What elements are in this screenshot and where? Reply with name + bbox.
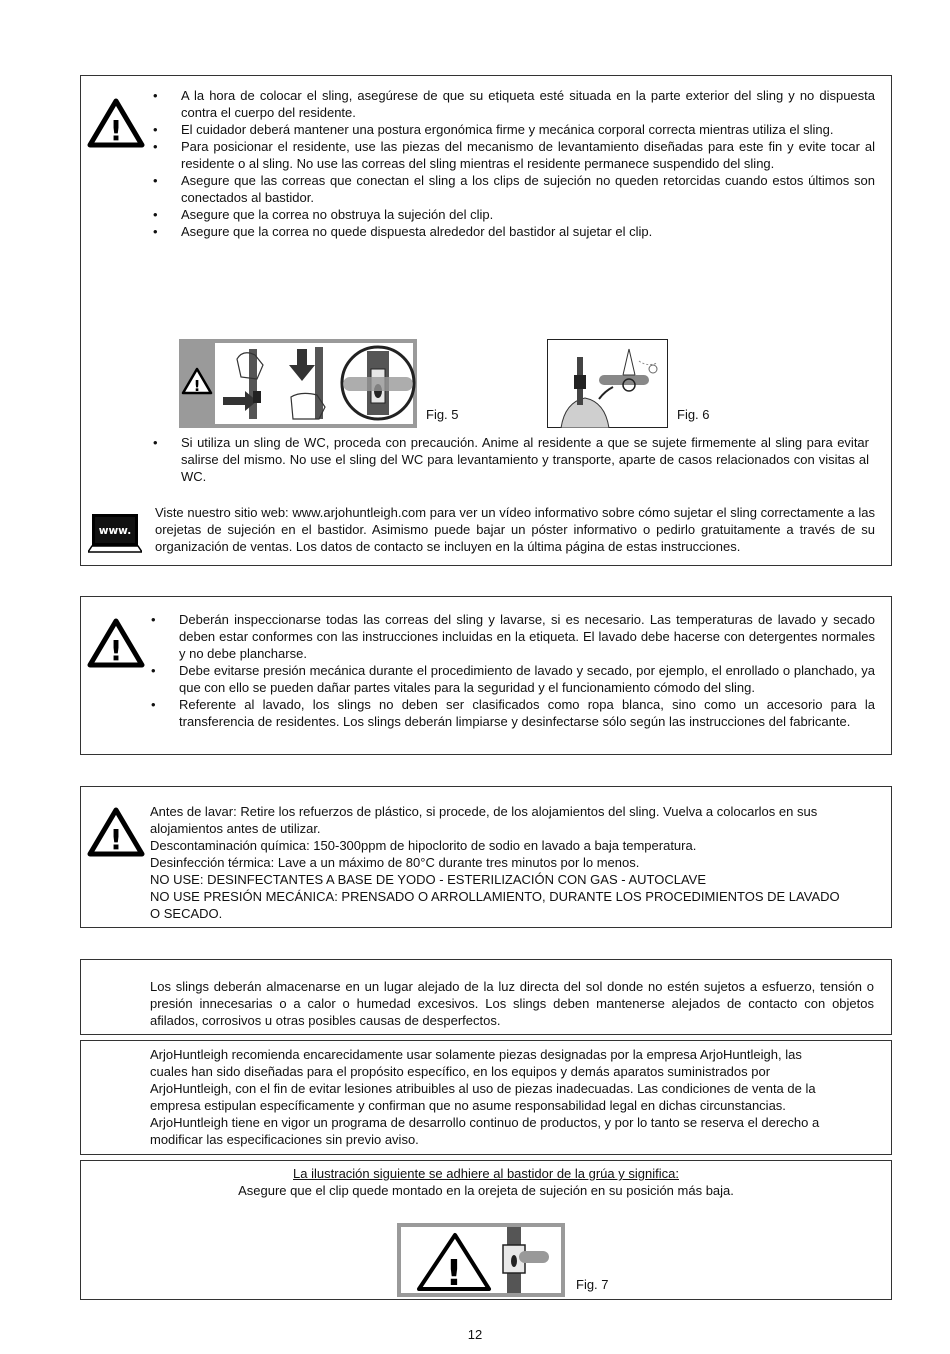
text-line: O SECADO.	[150, 906, 223, 921]
list-item: • Deberán inspeccionarse todas las correas del sling y lavarse, si es necesario. Las temperaturas de lavado y secado deben estar conformes con las instrucciones incluidas en la etiqueta. El lavado debe hacerse con detergentes normales y no debe plancharse.	[151, 611, 875, 662]
fig5-illustration	[179, 339, 417, 428]
text-line: NO USE PRESIÓN MECÁNICA: PRENSADO O ARROLLAMIENTO, DURANTE LOS PROCEDIMIENTOS DE LAVADO	[150, 889, 840, 904]
text-line: ArjoHuntleigh recomienda encarecidamente usar solamente piezas designadas por la empresa ArjoHuntleigh, las	[150, 1047, 802, 1062]
warning-box-attaching	[80, 75, 892, 566]
laptop-www-icon	[88, 512, 142, 555]
fig5-caption: Fig. 5	[426, 407, 459, 422]
text-line: Descontaminación química: 150-300ppm de hipoclorito de sodio en lavado a baja temperatura.	[150, 838, 697, 853]
list-item: • Asegure que la correa no quede dispuesta alrededor del bastidor al sujetar el clip.	[153, 223, 875, 240]
parts-notice-box	[80, 1040, 892, 1155]
attach-bullet-list	[153, 87, 875, 240]
svg-text:!: !	[109, 823, 123, 856]
svg-text:!: !	[445, 1253, 463, 1294]
storage-text: Los slings deberán almacenarse en un lugar alejado de la luz directa del sol donde no estén sujetos a esfuerzo, tensión o presión innecesarias o a calor o humedad excesivos. Los slings deben mantenerse alejados de contacto con objetos afilados, corrosivos u otras posibles causas de desperfectos.	[150, 979, 874, 1028]
text-line: ArjoHuntleigh tiene en vigor un programa de desarrollo continuo de productos, y por lo tanto se reserva el derecho a	[150, 1115, 820, 1130]
text-line: NO USE: DESINFECTANTES A BASE DE YODO - ESTERILIZACIÓN CON GAS - AUTOCLAVE	[150, 872, 706, 887]
decontamination-text	[150, 803, 884, 922]
list-item: • Para posicionar el residente, use las piezas del mecanismo de levantamiento diseñadas para este fin y evite tocar al residente o al sling. No use las correas del sling mientras el residente permanece suspendido del sling.	[153, 138, 875, 172]
label-illustration-box	[80, 1160, 892, 1300]
svg-text:!: !	[109, 114, 123, 147]
fig7-caption: Fig. 7	[576, 1277, 609, 1292]
text-line: cuales han sido diseñadas para el propósito específico, en los equipos y demás aparatos suministrados por	[150, 1064, 771, 1079]
fig6-illustration	[547, 339, 668, 428]
page-number: 12	[467, 1327, 483, 1342]
text-line: modificar las especificaciones sin previo aviso.	[150, 1132, 419, 1147]
svg-text:!: !	[193, 377, 201, 395]
list-item: • El cuidador deberá mantener una postura ergonómica firme y mecánica corporal correcta mientras utiliza el sling.	[153, 121, 875, 138]
svg-text:www.: www.	[98, 525, 132, 537]
fig6-caption: Fig. 6	[677, 407, 710, 422]
text-line: empresa estipulan específicamente y confirman que no asume responsabilidad legal en dichas circunstancias.	[150, 1098, 786, 1113]
label-text: Asegure que el clip quede montado en la orejeta de sujeción en su posición más baja.	[238, 1183, 734, 1198]
text-line: alojamientos antes de utilizar.	[150, 821, 321, 836]
list-item: • Referente al lavado, los slings no deben ser clasificados como ropa blanca, sino como un accesorio para la transferencia de residentes. Los slings deberán limpiarse y desinfectarse sólo según las instrucciones del fabricante.	[151, 696, 875, 730]
svg-text:!: !	[109, 634, 123, 667]
label-description	[81, 1165, 891, 1199]
warning-triangle-icon	[87, 618, 145, 668]
warning-triangle-icon	[87, 807, 145, 857]
fig7-illustration	[397, 1223, 565, 1297]
warning-box-washing	[80, 596, 892, 755]
list-item: • Asegure que las correas que conectan el sling a los clips de sujeción no queden retorcidas cuando estos últimos son conectados al bastidor.	[153, 172, 875, 206]
washing-bullet-list	[151, 611, 875, 730]
text-line: Antes de lavar: Retire los refuerzos de plástico, si procede, de los alojamientos del sling. Vuelva a colocarlos en sus	[150, 804, 818, 819]
label-heading: La ilustración siguiente se adhiere al bastidor de la grúa y significa:	[293, 1166, 679, 1181]
website-note: Viste nuestro sitio web: www.arjohuntleigh.com para ver un vídeo informativo sobre cómo sujetar el sling correctamente a las orejetas de sujeción en el bastidor. Asimismo puede bajar un póster informativo o pedirlo gratuitamente a través de su organización de ventas. Los datos de contacto se incluyen en la última página de estas instrucciones.	[155, 505, 875, 554]
warning-box-decontamination	[80, 786, 892, 928]
storage-box	[80, 959, 892, 1035]
warning-triangle-icon	[87, 98, 145, 148]
list-item: • Si utiliza un sling de WC, proceda con precaución. Anime al residente a que se sujete firmemente al sling para evitar salirse del mismo. No use el sling del WC para levantamiento y transporte, aparte de casos relacionados con visitas al WC.	[153, 434, 869, 485]
list-item: • A la hora de colocar el sling, asegúrese de que su etiqueta esté situada en la parte exterior del sling y no dispuesta contra el cuerpo del residente.	[153, 87, 875, 121]
parts-notice-text	[150, 1046, 884, 1148]
list-item: • Asegure que la correa no obstruya la sujeción del clip.	[153, 206, 875, 223]
list-item: • Debe evitarse presión mecánica durante el procedimiento de lavado y secado, por ejemplo, el enrollado o planchado, ya que con ello se pueden dañar partes vitales para la seguridad y el funcionamiento cómodo del sling.	[151, 662, 875, 696]
wc-bullet-list	[153, 434, 869, 485]
text-line: ArjoHuntleigh, con el fin de evitar lesiones atribuibles al uso de piezas inadecuadas. Las condiciones de venta de la	[150, 1081, 816, 1096]
text-line: Desinfección térmica: Lave a un máximo de 80°C durante tres minutos por lo menos.	[150, 855, 640, 870]
